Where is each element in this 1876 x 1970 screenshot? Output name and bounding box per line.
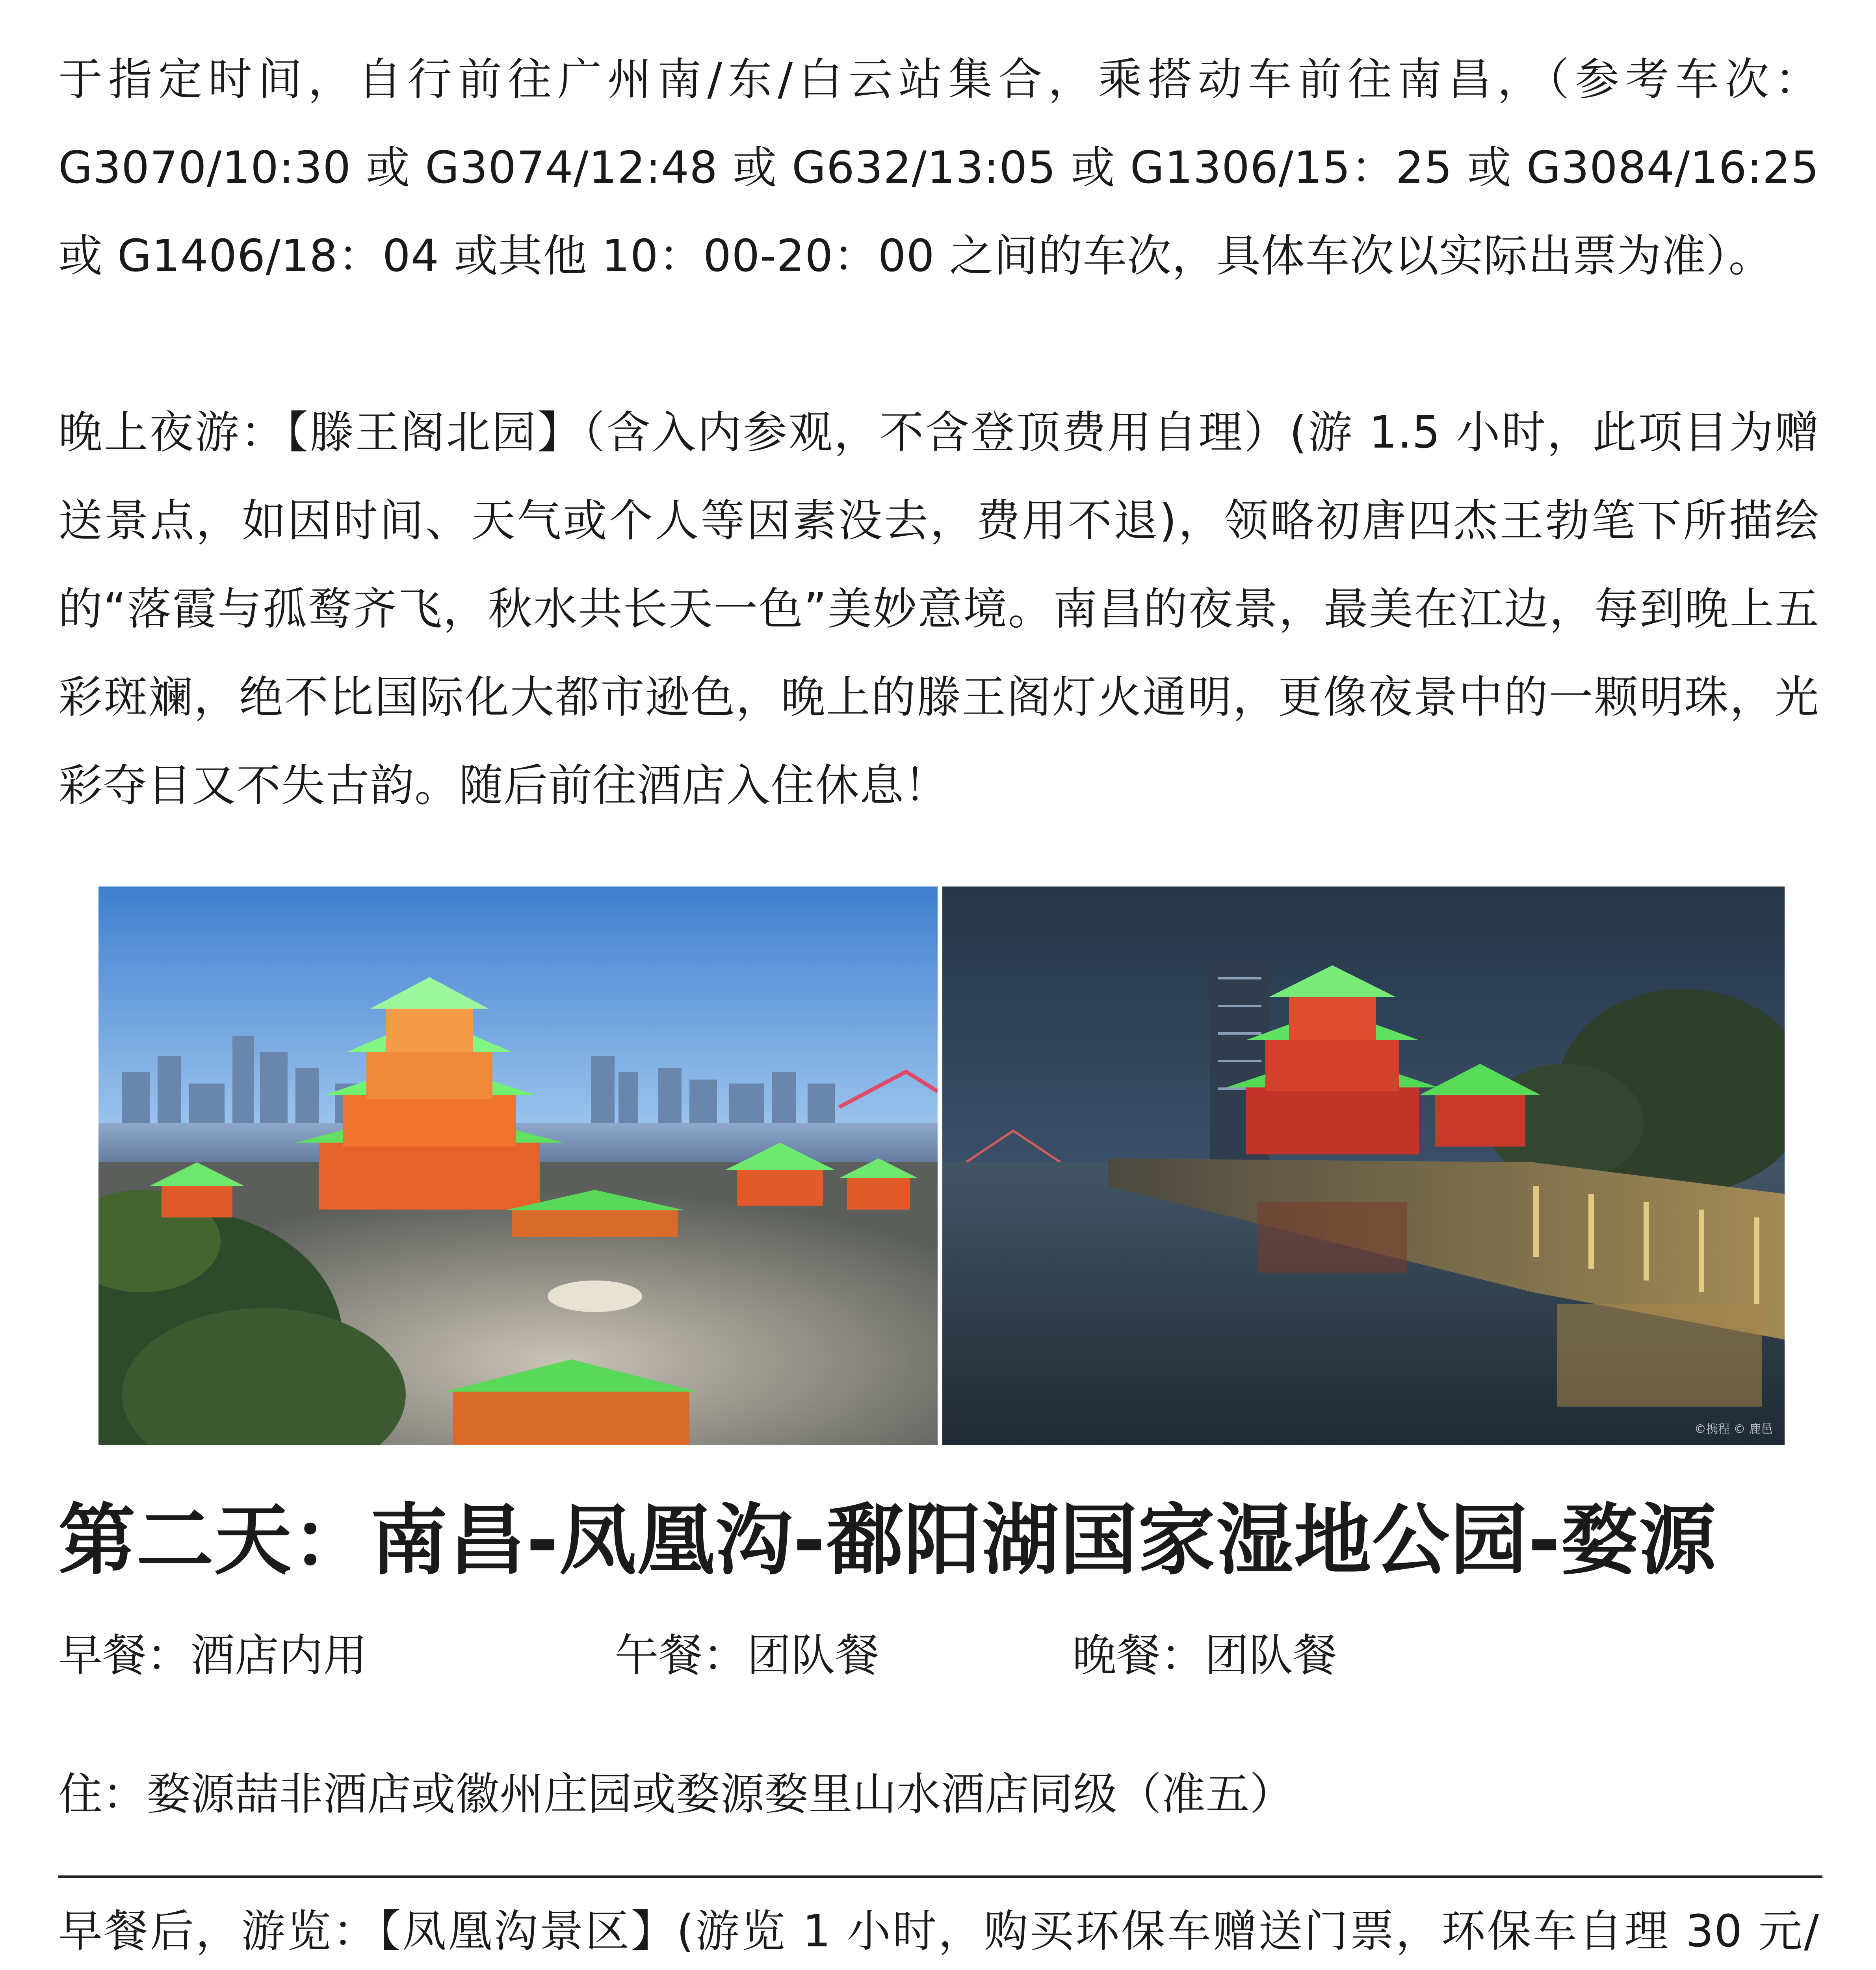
tengwang-pavilion-aerial-image [98, 886, 938, 1445]
day2-title: 第二天：南昌-凤凰沟-鄱阳湖国家湿地公园-婺源 [58, 1496, 1717, 1585]
photo-watermark: ©携程 © 鹿邑 [1694, 1422, 1773, 1436]
lunch-info: 午餐：团队餐 [615, 1630, 879, 1681]
photo-strip [98, 886, 1785, 1445]
day2-itinerary-paragraph: 早餐后，游览：【凤凰沟景区】(游览 1 小时，购买环保车赠送门票，环保车自理 30 元/ [58, 1906, 1819, 1957]
tengwang-pavilion-riverside-photo [942, 886, 1785, 1445]
breakfast-info: 早餐：酒店内用 [58, 1630, 367, 1681]
intro-paragraph: 于指定时间，自行前往广州南/东/白云站集合，乘搭动车前往南昌，（参考车次：G3070/10:30 或 G3074/12:48 或 G632/13:05 或 G1306/15：25 或 G3084/16:25 或 G1406/18：04 或其他 10：00-20：00 之间的车次，具体车次以实际出票为准）。 [58, 54, 1819, 282]
night-tour-paragraph: 晚上夜游：【滕王阁北园】（含入内参观，不含登顶费用自理）(游 1.5 小时，此项目为赠送景点，如因时间、天气或个人等因素没去，费用不退)，领略初唐四杰王勃笔下所描绘的“落霞与孤鹜齐飞，秋水共长天一色”美妙意境。南昌的夜景，最美在江边，每到晚上五彩斑斓，绝不比国际化大都市逊色，晚上的滕王阁灯火通明，更像夜景中的一颗明珠，光彩夺目又不失古韵。随后前往酒店入住休息！ [58, 407, 1819, 811]
tengwang-pavilion-aerial-photo [98, 886, 938, 1445]
day2-meals [58, 1611, 1819, 1700]
tengwang-pavilion-riverside-image [942, 886, 1785, 1445]
section-divider [58, 1875, 1822, 1878]
dinner-info: 晚餐：团队餐 [1072, 1630, 1337, 1681]
day2-hotel: 住：婺源喆非酒店或徽州庄园或婺源婺里山水酒店同级（准五） [58, 1769, 1294, 1820]
